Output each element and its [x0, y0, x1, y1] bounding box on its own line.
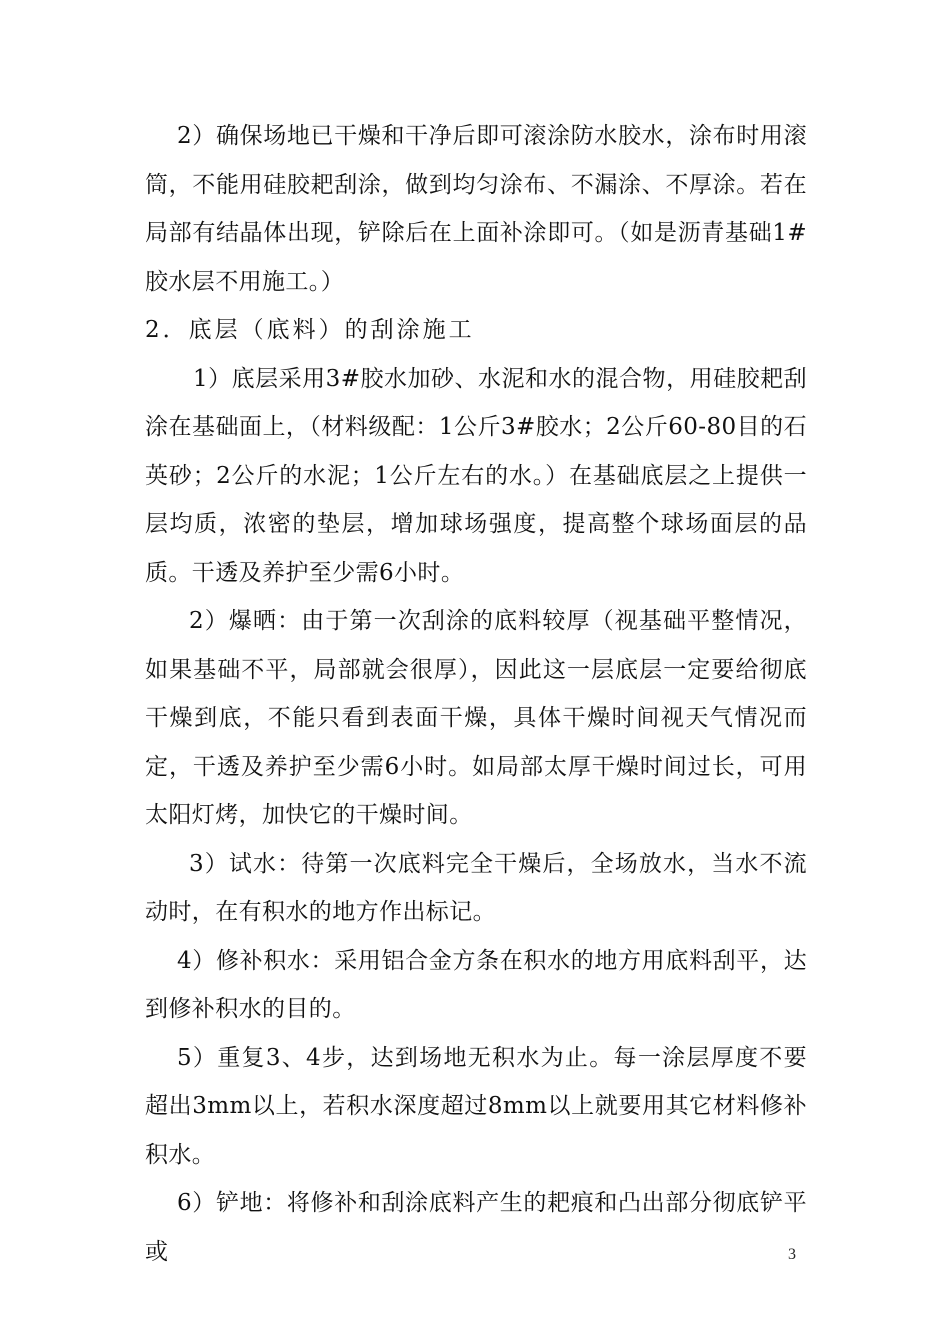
- paragraph-repair-ponding: 4）修补积水：采用铝合金方条在积水的地方用底料刮平，达到修补积水的目的。: [145, 947, 807, 1022]
- paragraph-sun-drying: 2）爆晒：由于第一次刮涂的底料较厚（视基础平整情况，如果基础不平，局部就会很厚），因此这一层底层一定要给彻底干燥到底，不能只看到表面干燥，具体干燥时间视天气情况而定，干透及养护至少需6小时。如局部太厚干燥时间过长，可用太阳灯烤，加快它的干燥时间。: [145, 608, 807, 828]
- paragraph-shoveling: 6）铲地：将修补和刮涂底料产生的耙痕和凸出部分彻底铲平或: [145, 1190, 807, 1265]
- page-number: 3: [788, 1246, 796, 1263]
- paragraph-water-test: 3）试水：待第一次底料完全干燥后，全场放水，当水不流动时，在有积水的地方作出标记。: [145, 850, 807, 925]
- section-heading-base-layer: 2．底层（底料）的刮涂施工: [145, 317, 475, 343]
- paragraph-repeat-steps: 5）重复3、4步，达到场地无积水为止。每一涂层厚度不要超出3mm以上，若积水深度超过8mm以上就要用其它材料修补积水。: [145, 1044, 807, 1168]
- paragraph-base-layer-mix: 1）底层采用3#胶水加砂、水泥和水的混合物，用硅胶耙刮涂在基础面上，（材料级配：1公斤3#胶水；2公斤60-80目的石英砂；2公斤的水泥；1公斤左右的水。）在基础底层之上提供一层均质，浓密的垫层，增加球场强度，提高整个球场面层的品质。干透及养护至少需6小时。: [145, 365, 807, 586]
- paragraph-waterproof-glue-rolling: 2）确保场地已干燥和干净后即可滚涂防水胶水，涂布时用滚筒，不能用硅胶耙刮涂，做到均匀涂布、不漏涂、不厚涂。若在局部有结晶体出现，铲除后在上面补涂即可。（如是沥青基础1#胶水层不用施工。）: [145, 123, 807, 295]
- document-body: [145, 112, 807, 1276]
